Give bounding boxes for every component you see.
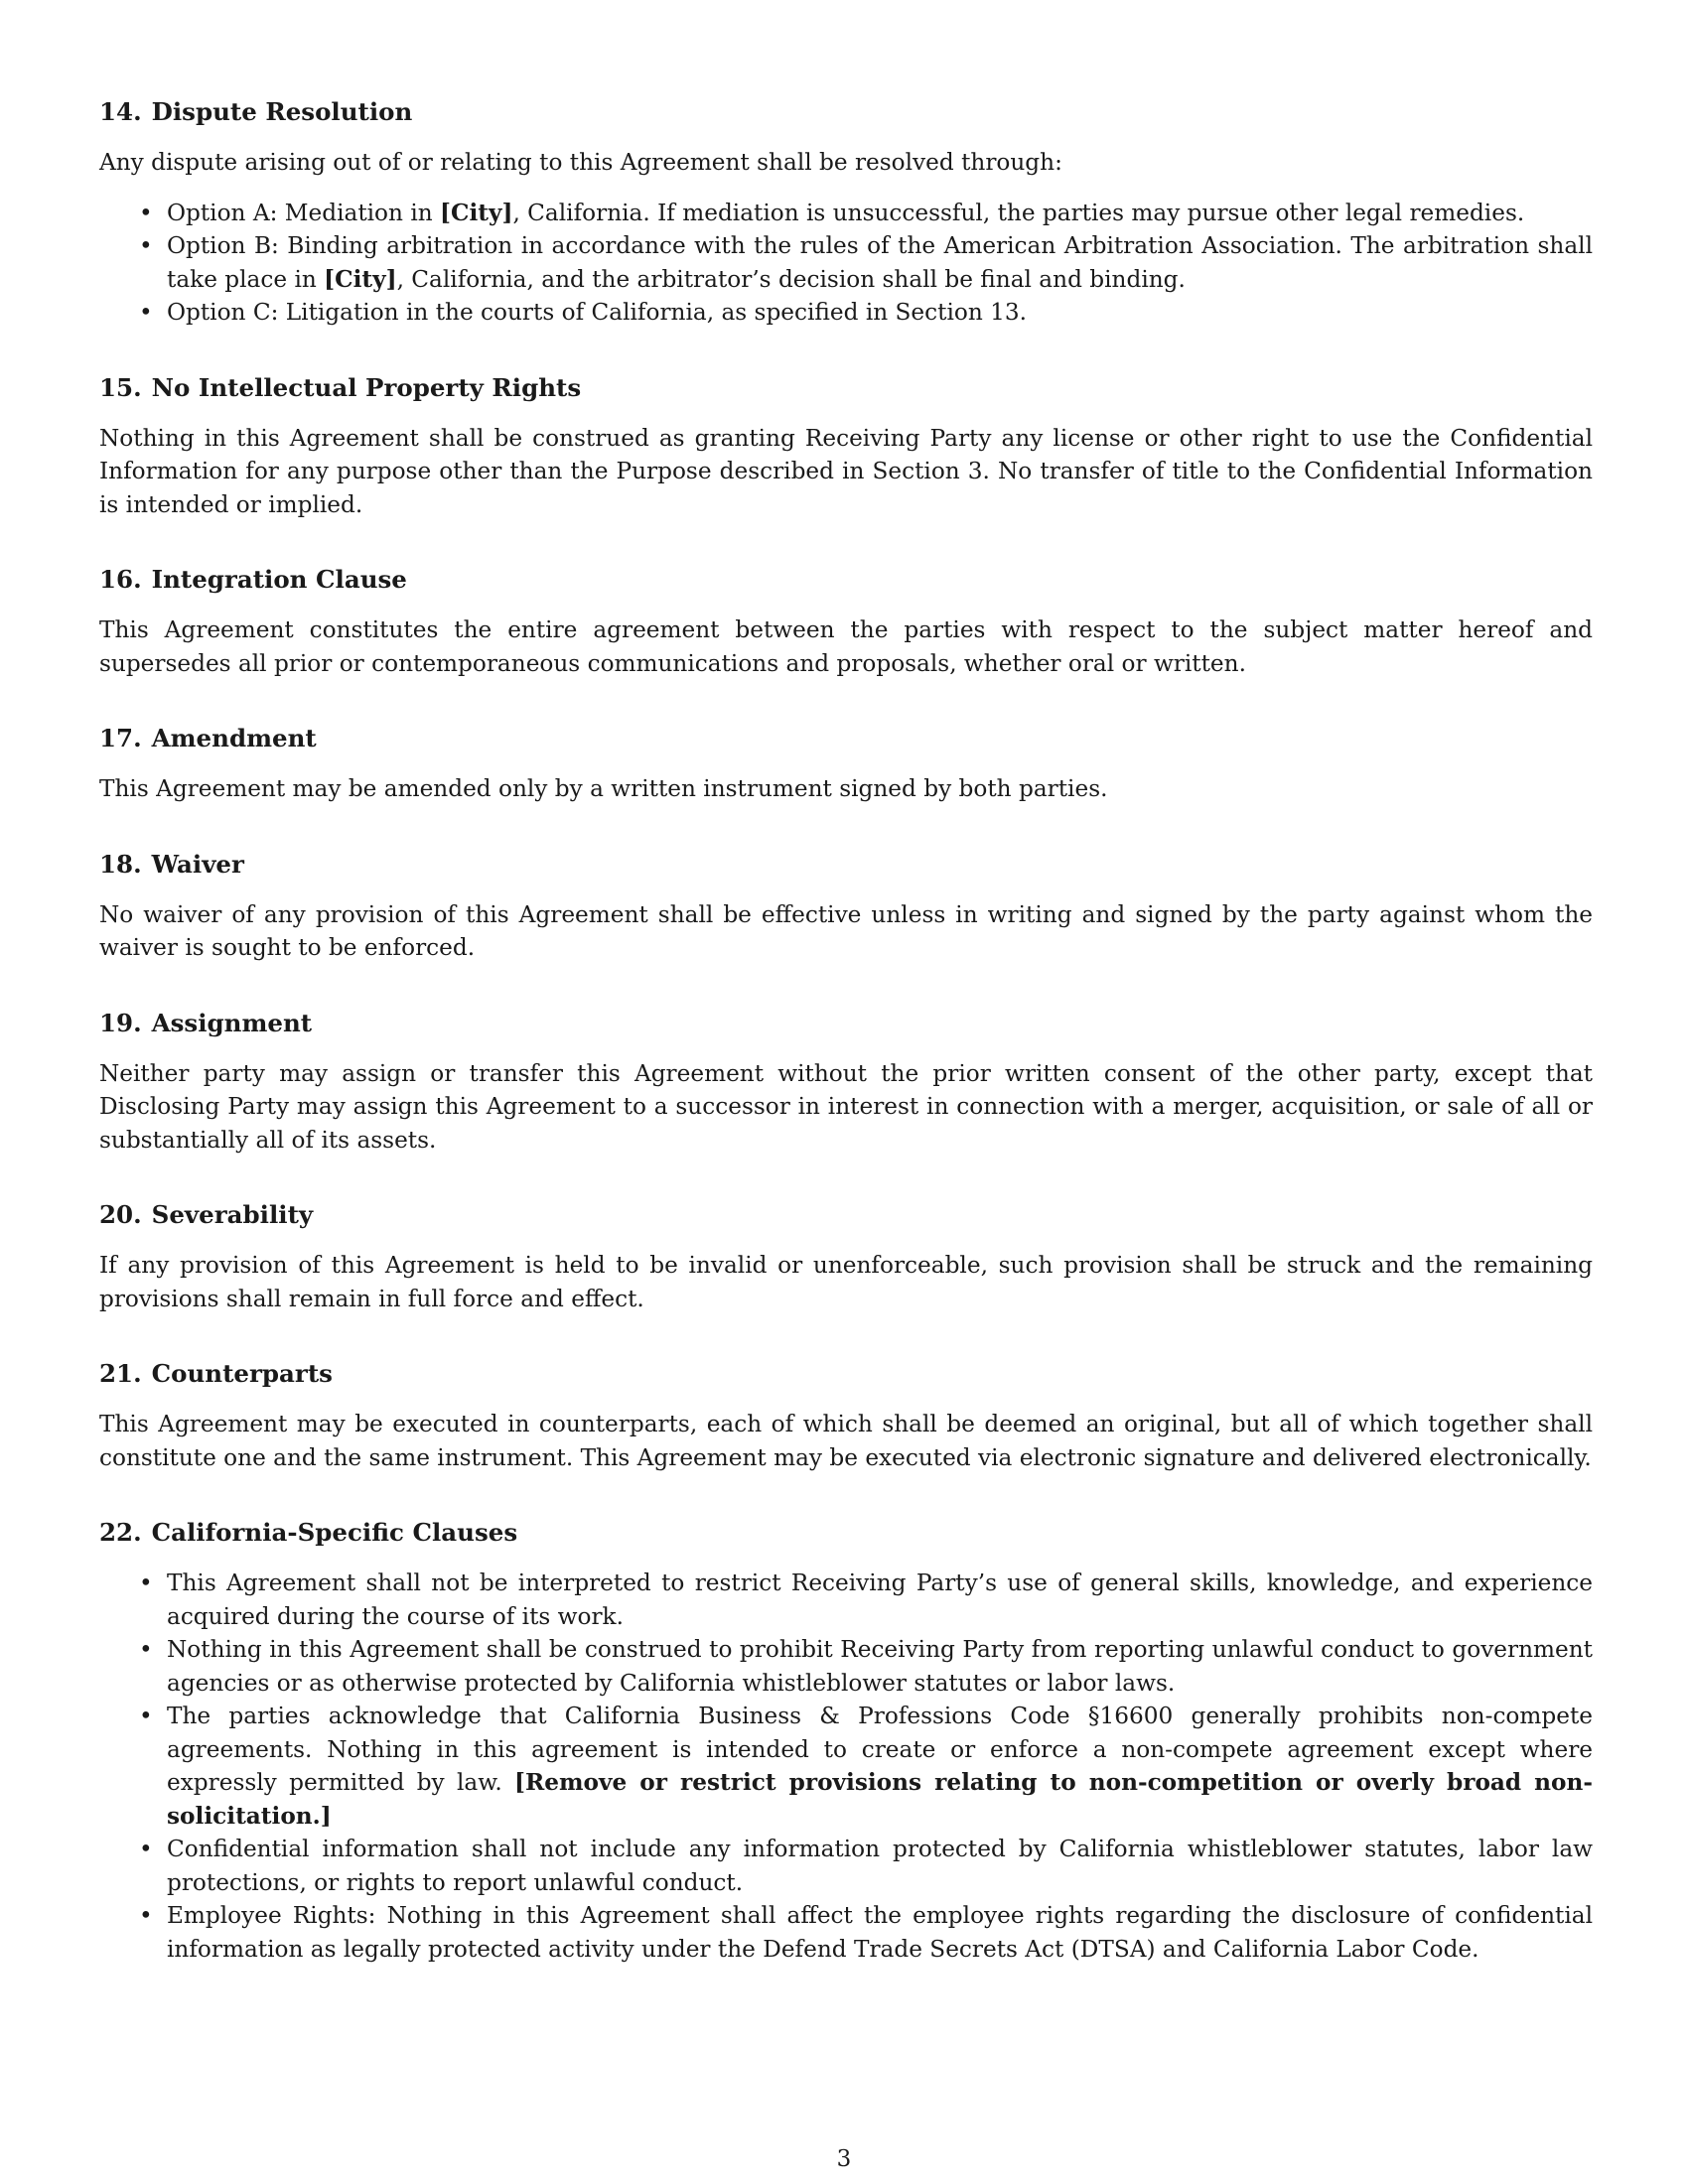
section-body: No waiver of any provision of this Agreement shall be effective unless in writing and signed by the party against whom the waiver is sought to be enforced. xyxy=(99,900,1593,961)
section-body: This Agreement may be executed in counterparts, each of which shall be deemed an original, but all of which together shall constitute one and the same instrument. This Agreement may be executed via electronic signature and delivered electronically. xyxy=(99,1411,1593,1471)
list-item: • Nothing in this Agreement shall be construed to prohibit Receiving Party from reporting unlawful conduct to government agencies or as otherwise protected by California whistleblower statutes or labor laws. xyxy=(167,1633,1593,1700)
list-item-option-c: • Option C: Litigation in the courts of California, as specified in Section 13. xyxy=(167,296,1593,330)
section-heading: 15. No Intellectual Property Rights xyxy=(99,372,582,402)
section-heading: 20. Severability xyxy=(99,1200,314,1229)
list-item: • This Agreement shall not be interpreted to restrict Receiving Party’s use of general skills, knowledge, and experience acquired during the course of its work. xyxy=(167,1567,1593,1633)
section-body: If any provision of this Agreement is held to be invalid or unenforceable, such provision shall be struck and the remaining provisions shall remain in full force and effect. xyxy=(99,1252,1593,1312)
section-18-waiver xyxy=(99,848,1593,965)
section-22-california-clauses xyxy=(99,1516,1593,1966)
section-body: Nothing in this Agreement shall be construed as granting Receiving Party any license or other right to use the Confidential Information for any purpose other than the Purpose described in Section 3. No transfer of title to the Confidential Information is intended or implied. xyxy=(99,424,1593,518)
option-list xyxy=(99,197,1593,330)
section-heading: 17. Amendment xyxy=(99,724,317,752)
section-body: This Agreement may be amended only by a written instrument signed by both parties. xyxy=(99,775,1108,802)
clause-list xyxy=(99,1567,1593,1966)
section-21-counterparts xyxy=(99,1357,1593,1474)
section-19-assignment xyxy=(99,1007,1593,1158)
document-page xyxy=(99,95,1593,2007)
list-item-option-a: • Option A: Mediation in [City], California. If mediation is unsuccessful, the parties may pursue other legal remedies. xyxy=(167,197,1593,230)
section-14-dispute-resolution xyxy=(99,95,1593,330)
section-20-severability xyxy=(99,1198,1593,1315)
section-heading: 21. Counterparts xyxy=(99,1359,333,1388)
section-heading: 18. Waiver xyxy=(99,849,244,879)
list-item: • The parties acknowledge that California Business & Professions Code §16600 generally prohibits non-compete agreements. Nothing in this agreement is intended to create or enforce a non-compete agreement except where expressly permitted by law. [Remove or restrict provisions relating to non-competition or overly broad non-solicitation.] xyxy=(167,1700,1593,1833)
section-intro: Any dispute arising out of or relating to this Agreement shall be resolved through: xyxy=(99,149,1062,176)
list-item-option-b: • Option B: Binding arbitration in accordance with the rules of the American Arbitration Association. The arbitration shall take place in [City], California, and the arbitrator’s decision shall be final and binding. xyxy=(167,229,1593,296)
list-item: • Employee Rights: Nothing in this Agreement shall affect the employee rights regarding the disclosure of confidential information as legally protected activity under the Defend Trade Secrets Act (DTSA) and California Labor Code. xyxy=(167,1899,1593,1966)
section-heading: 19. Assignment xyxy=(99,1008,313,1037)
section-heading: 14. Dispute Resolution xyxy=(99,97,413,126)
section-17-amendment xyxy=(99,722,1593,806)
page-number: 3 xyxy=(836,2146,852,2172)
list-item: • Confidential information shall not include any information protected by California whistleblower statutes, labor law protections, or rights to report unlawful conduct. xyxy=(167,1833,1593,1899)
section-body: This Agreement constitutes the entire agreement between the parties with respect to the subject matter hereof and supersedes all prior or contemporaneous communications and proposals, whether oral or written. xyxy=(99,616,1593,677)
section-heading: 16. Integration Clause xyxy=(99,565,407,594)
section-body: Neither party may assign or transfer this Agreement without the prior written consent of the other party, except that Disclosing Party may assign this Agreement to a successor in interest in connection with a merger, acquisition, or sale of all or substantially all of its assets. xyxy=(99,1059,1593,1154)
section-16-integration xyxy=(99,563,1593,680)
section-15-ip-rights xyxy=(99,371,1593,522)
section-heading: 22. California-Specific Clauses xyxy=(99,1518,518,1547)
